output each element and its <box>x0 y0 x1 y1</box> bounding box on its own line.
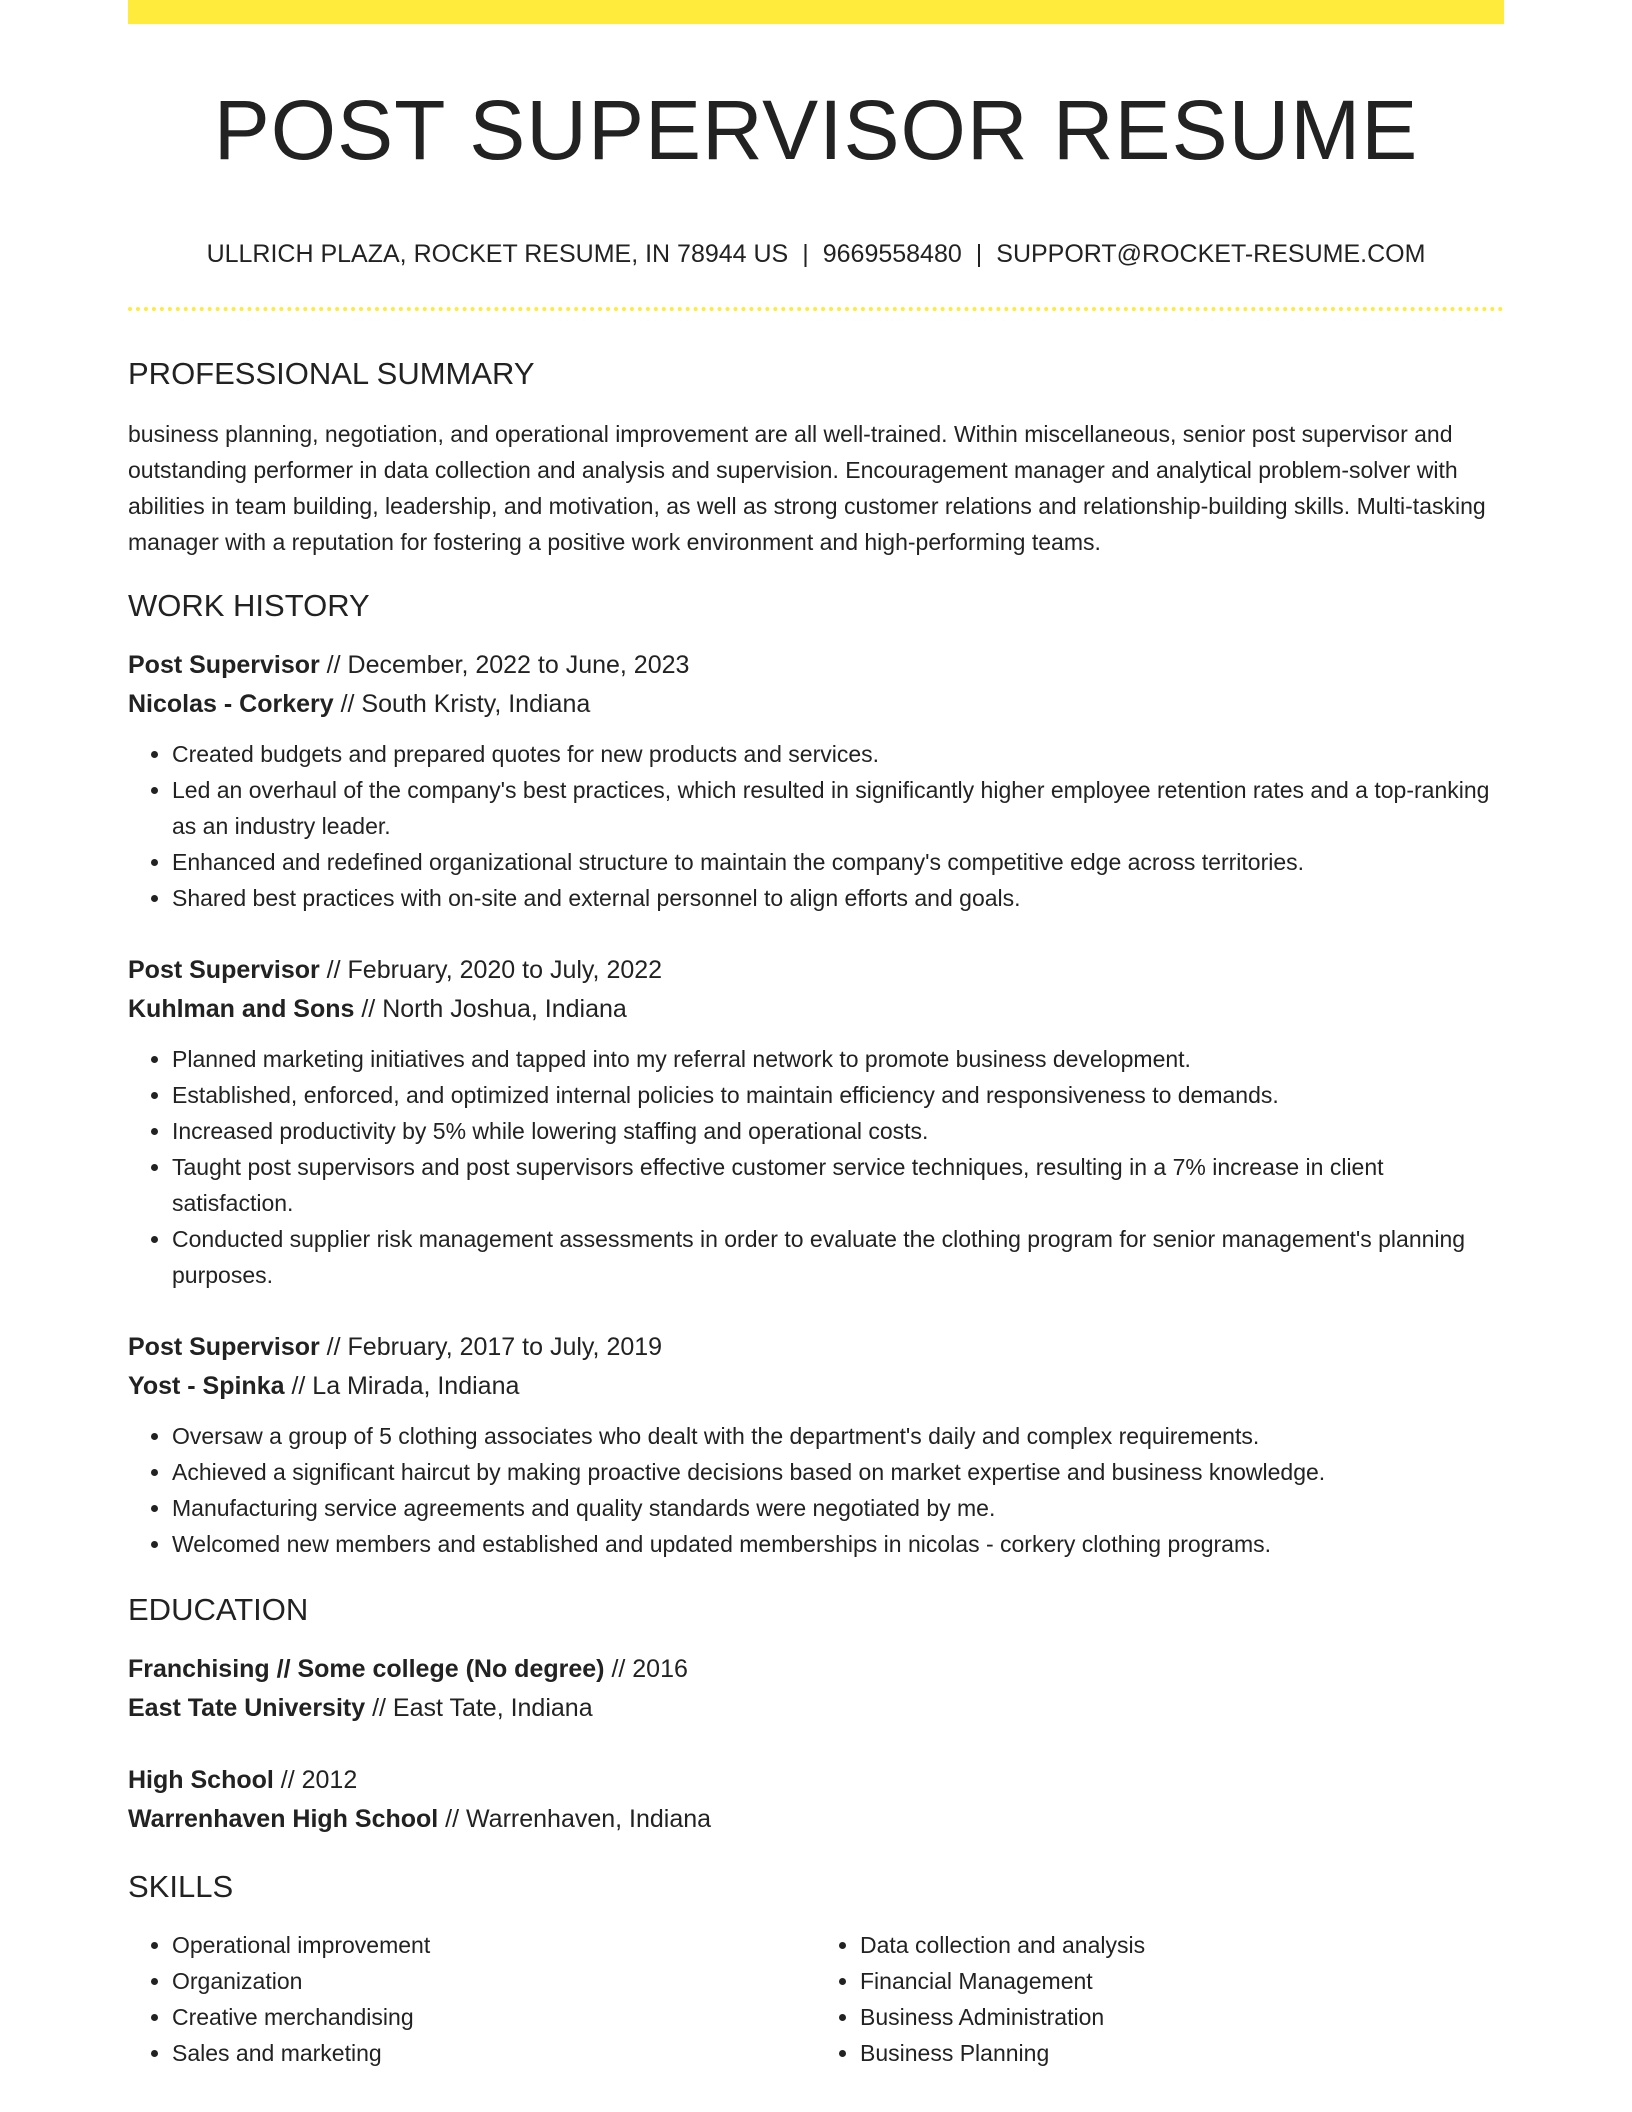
job-dates: // February, 2020 to July, 2022 <box>319 956 663 984</box>
section-heading-summary: PROFESSIONAL SUMMARY <box>128 356 535 391</box>
section-heading-work: WORK HISTORY <box>128 588 370 623</box>
separator: | <box>975 240 983 268</box>
skill-item: • Operational improvement <box>172 1927 816 1963</box>
job-title-line <box>128 1328 1504 1367</box>
skill-item: • Business Administration <box>860 1999 1504 2035</box>
job-bullet: • Achieved a significant haircut by making proactive decisions based on market expertise and business knowledge. <box>172 1454 1504 1490</box>
job-location: // South Kristy, Indiana <box>333 690 591 718</box>
education-school: Warrenhaven High School <box>128 1805 439 1833</box>
job-title: Post Supervisor <box>128 651 320 679</box>
job-bullets <box>128 1418 1504 1562</box>
education-location: // Warrenhaven, Indiana <box>438 1805 712 1833</box>
job-bullet: • Manufacturing service agreements and quality standards were negotiated by me. <box>172 1490 1504 1526</box>
skill-item: • Organization <box>172 1963 816 1999</box>
job-entry <box>128 1328 1504 1562</box>
skill-item: • Sales and marketing <box>172 2035 816 2071</box>
education-entry <box>128 1761 1504 1839</box>
job-company-line <box>128 685 1504 724</box>
job-company: Nicolas - Corkery <box>128 690 334 718</box>
skill-item: • Business Planning <box>860 2035 1504 2071</box>
job-location: // La Mirada, Indiana <box>284 1372 520 1400</box>
contact-line <box>128 236 1504 272</box>
job-bullet: • Oversaw a group of 5 clothing associates who dealt with the department's daily and complex requirements. <box>172 1418 1504 1454</box>
job-dates: // February, 2017 to July, 2019 <box>319 1333 663 1361</box>
job-bullet: • Shared best practices with on-site and external personnel to align efforts and goals. <box>172 880 1504 916</box>
skill-item: • Financial Management <box>860 1963 1504 1999</box>
job-company-line <box>128 990 1504 1029</box>
phone: 9669558480 <box>822 240 962 268</box>
education-location: // East Tate, Indiana <box>365 1694 593 1722</box>
job-entry <box>128 951 1504 1293</box>
job-title: Post Supervisor <box>128 956 320 984</box>
education-school-line <box>128 1689 1504 1728</box>
education-school-line <box>128 1800 1504 1839</box>
page-title: POST SUPERVISOR RESUME <box>213 83 1419 177</box>
education-school: East Tate University <box>128 1694 366 1722</box>
accent-bar <box>128 0 1504 24</box>
job-bullet: • Welcomed new members and established and updated memberships in nicolas - corkery clothing programs. <box>172 1526 1504 1562</box>
job-bullet: • Established, enforced, and optimized internal policies to maintain efficiency and responsiveness to demands. <box>172 1077 1504 1113</box>
resume-content <box>128 352 1504 2071</box>
address: ULLRICH PLAZA, ROCKET RESUME, IN 78944 US <box>206 240 789 268</box>
skills-column-right <box>816 1927 1504 2071</box>
education-degree: High School <box>128 1766 274 1794</box>
job-company-line <box>128 1367 1504 1406</box>
separator: | <box>802 240 809 268</box>
job-dates: // December, 2022 to June, 2023 <box>319 651 690 679</box>
job-bullet: • Conducted supplier risk management assessments in order to evaluate the clothing program for senior management's planning purposes. <box>172 1221 1504 1293</box>
job-bullet: • Created budgets and prepared quotes for new products and services. <box>172 736 1504 772</box>
summary-text: business planning, negotiation, and operational improvement are all well-trained. Within miscellaneous, senior post supervisor and outstanding performer in data collection and analysis and supervision. Encouragement manager and analytical problem-solver with abilities in team building, leadership, and motivation, as well as strong customer relations and relationship-building skills. Multi-tasking manager with a reputation for fostering a positive work environment and high-performing teams. <box>128 421 1486 555</box>
education-degree-line <box>128 1761 1504 1800</box>
email-link[interactable]: SUPPORT@ROCKET-RESUME.COM <box>996 240 1426 268</box>
job-bullet: • Increased productivity by 5% while lowering staffing and operational costs. <box>172 1113 1504 1149</box>
education-year: // 2016 <box>604 1655 688 1683</box>
job-title-line <box>128 951 1504 990</box>
job-company: Kuhlman and Sons <box>128 995 355 1023</box>
skill-item: • Data collection and analysis <box>860 1927 1504 1963</box>
skills-list <box>128 1927 1504 2071</box>
section-heading-skills: SKILLS <box>128 1869 234 1904</box>
job-bullets <box>128 1041 1504 1293</box>
job-bullet: • Taught post supervisors and post supervisors effective customer service techniques, resulting in a 7% increase in client satisfaction. <box>172 1149 1504 1221</box>
dotted-divider <box>128 307 1504 311</box>
education-year: // 2012 <box>273 1766 358 1794</box>
job-bullet: • Led an overhaul of the company's best practices, which resulted in significantly higher employee retention rates and a top-ranking as an industry leader. <box>172 772 1504 844</box>
section-heading-education: EDUCATION <box>128 1592 309 1627</box>
education-entry <box>128 1650 1504 1728</box>
job-title: Post Supervisor <box>128 1333 320 1361</box>
skills-column-left <box>128 1927 816 2071</box>
job-company: Yost - Spinka <box>128 1372 285 1400</box>
skill-item: • Creative merchandising <box>172 1999 816 2035</box>
job-bullets <box>128 736 1504 916</box>
job-title-line <box>128 646 1504 685</box>
education-degree: Franchising // Some college (No degree) <box>128 1655 605 1683</box>
education-degree-line <box>128 1650 1504 1689</box>
job-entry <box>128 646 1504 916</box>
job-bullet: • Enhanced and redefined organizational structure to maintain the company's competitive edge across territories. <box>172 844 1504 880</box>
job-bullet: • Planned marketing initiatives and tapped into my referral network to promote business development. <box>172 1041 1504 1077</box>
job-location: // North Joshua, Indiana <box>354 995 627 1023</box>
